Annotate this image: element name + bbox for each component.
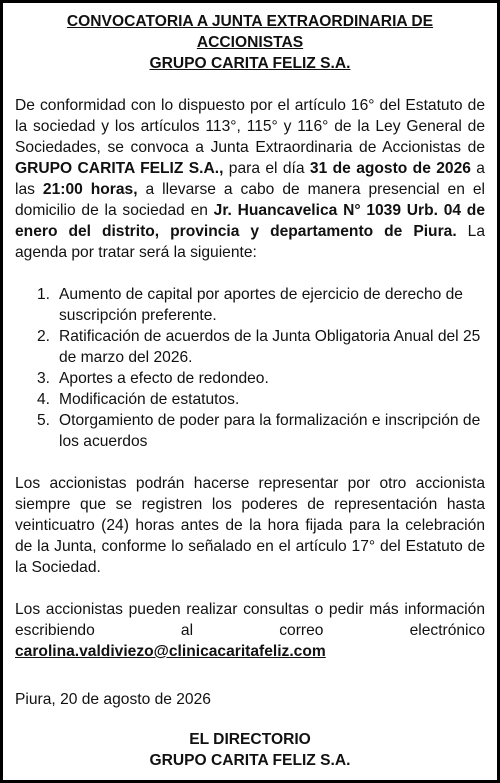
intro-text-4: a llevarse a cabo de manera presencial en el domicilio de la sociedad en bbox=[15, 181, 485, 219]
signature-block bbox=[15, 729, 485, 771]
agenda-item bbox=[37, 368, 485, 389]
agenda-item-number: 1. bbox=[37, 286, 51, 303]
agenda-item-text: Aumento de capital por aportes de ejercicio de derecho de suscripción preferente. bbox=[59, 286, 463, 324]
agenda-list bbox=[15, 284, 485, 452]
agenda-item-number: 5. bbox=[37, 412, 51, 429]
agenda-item bbox=[37, 284, 485, 326]
company-name: GRUPO CARITA FELIZ S.A., bbox=[15, 160, 224, 177]
agenda-item-number: 3. bbox=[37, 370, 51, 387]
agenda-item-text: Otorgamiento de poder para la formalización e inscripción de los acuerdos bbox=[59, 412, 481, 450]
title-line-2: GRUPO CARITA FELIZ S.A. bbox=[149, 55, 351, 72]
agenda-item bbox=[37, 326, 485, 368]
agenda-item-number: 4. bbox=[37, 391, 51, 408]
meeting-date: 31 de agosto de 2026 bbox=[309, 160, 471, 177]
signature-line-1: EL DIRECTORIO bbox=[189, 731, 311, 748]
meeting-address: Jr. Huancavelica N° 1039 Urb. 04 de enero del distrito, provincia y departamento de Piura. bbox=[15, 202, 485, 240]
intro-text-3: a las bbox=[15, 160, 485, 198]
intro-text-2: para el día bbox=[223, 160, 310, 177]
agenda-item bbox=[37, 410, 485, 452]
agenda-item-text: Aportes a efecto de redondeo. bbox=[59, 370, 269, 387]
contact-paragraph: Los accionistas pueden realizar consultas o pedir más información escribiendo al correo electrónico bbox=[15, 601, 485, 639]
intro-paragraph bbox=[15, 95, 485, 263]
representation-paragraph: Los accionistas podrán hacerse representar por otro accionista siempre que se registren los poderes de representación hasta veinticuatro (24) horas antes de la hora fijada para la celebración de la Junta, conforme lo señalado en el artículo 17° del Estatuto de la Sociedad. bbox=[15, 475, 485, 576]
notice-title bbox=[15, 11, 485, 74]
signature-line-2: GRUPO CARITA FELIZ S.A. bbox=[149, 752, 351, 769]
intro-text-1: De conformidad con lo dispuesto por el artículo 16° del Estatuto de la sociedad y los artículos 113°, 115° y 116° de la Ley General de Sociedades, se convoca a Junta Extraordinaria de Accionistas de bbox=[15, 97, 485, 156]
contact-email-link[interactable]: carolina.valdiviezo@clinicacaritafeliz.com bbox=[15, 643, 326, 660]
place-date: Piura, 20 de agosto de 2026 bbox=[15, 691, 211, 708]
intro-text-5: La agenda por tratar será la siguiente: bbox=[15, 223, 485, 261]
title-line-1: CONVOCATORIA A JUNTA EXTRAORDINARIA DE ACCIONISTAS bbox=[66, 13, 434, 51]
agenda-item-text: Ratificación de acuerdos de la Junta Obligatoria Anual del 25 de marzo del 2026. bbox=[59, 328, 481, 366]
agenda-item bbox=[37, 389, 485, 410]
agenda-item-text: Modificación de estatutos. bbox=[59, 391, 240, 408]
meeting-time: 21:00 horas, bbox=[42, 181, 138, 198]
agenda-item-number: 2. bbox=[37, 328, 51, 345]
